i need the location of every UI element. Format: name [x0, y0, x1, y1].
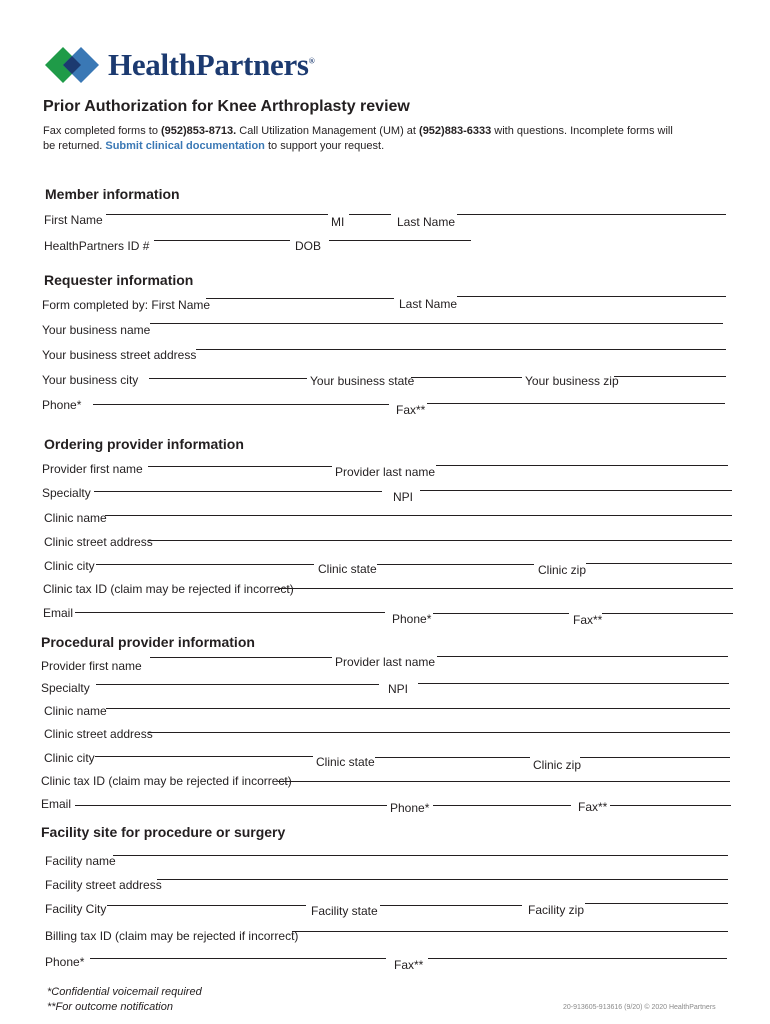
- member-id-field[interactable]: [154, 240, 290, 255]
- requester-phone-field[interactable]: [93, 404, 389, 419]
- procedural-city-label: Clinic city: [44, 751, 95, 765]
- page-title: Prior Authorization for Knee Arthroplasty review: [43, 98, 410, 115]
- business-zip-field[interactable]: [614, 376, 726, 391]
- ordering-email-field[interactable]: [75, 612, 385, 627]
- submit-clinical-documentation-link[interactable]: Submit clinical documentation: [105, 140, 265, 152]
- procedural-last-name-label: Provider last name: [335, 655, 436, 669]
- procedural-specialty-label: Specialty: [41, 681, 90, 695]
- healthpartners-logo-icon: [44, 45, 104, 85]
- facility-tax-id-label: Billing tax ID (claim may be rejected if incorrect): [45, 929, 299, 943]
- member-heading: Member information: [45, 186, 180, 202]
- facility-heading: Facility site for procedure or surgery: [41, 824, 286, 840]
- business-state-label: Your business state: [310, 374, 415, 388]
- member-last-name-field[interactable]: [457, 214, 726, 229]
- phone-number: (952)883-6333: [419, 125, 492, 137]
- member-id-label: HealthPartners ID #: [44, 239, 150, 253]
- ordering-npi-label: NPI: [393, 490, 414, 504]
- procedural-state-field[interactable]: [375, 757, 530, 772]
- ordering-city-label: Clinic city: [44, 559, 95, 573]
- procedural-last-name-field[interactable]: [437, 656, 728, 671]
- procedural-state-label: Clinic state: [316, 755, 375, 769]
- member-dob-field[interactable]: [329, 240, 471, 255]
- facility-zip-label: Facility zip: [528, 903, 585, 917]
- logo: [44, 45, 104, 85]
- procedural-street-field[interactable]: [148, 732, 730, 747]
- requester-fax-field[interactable]: [427, 403, 725, 418]
- facility-name-label: Facility name: [45, 854, 116, 868]
- business-city-label: Your business city: [42, 373, 139, 387]
- requester-phone-label: Phone*: [42, 398, 82, 412]
- facility-zip-field[interactable]: [585, 903, 728, 918]
- procedural-tax-id-label: Clinic tax ID (claim may be rejected if incorrect): [41, 774, 292, 788]
- requester-fax-label: Fax**: [396, 403, 426, 417]
- facility-street-label: Facility street address: [45, 878, 162, 892]
- business-city-field[interactable]: [149, 378, 307, 393]
- facility-street-field[interactable]: [157, 879, 728, 894]
- procedural-tax-id-field[interactable]: [278, 781, 730, 796]
- procedural-npi-label: NPI: [388, 682, 409, 696]
- facility-city-field[interactable]: [107, 905, 306, 920]
- requester-heading: Requester information: [44, 272, 194, 288]
- business-street-field[interactable]: [196, 349, 726, 364]
- facility-city-label: Facility City: [45, 902, 107, 916]
- procedural-phone-label: Phone*: [390, 801, 430, 815]
- procedural-zip-field[interactable]: [580, 757, 730, 772]
- procedural-first-name-label: Provider first name: [41, 659, 142, 673]
- ordering-clinic-name-field[interactable]: [105, 515, 732, 530]
- footnote-voicemail: *Confidential voicemail required: [47, 986, 202, 998]
- ordering-zip-field[interactable]: [586, 563, 732, 578]
- procedural-npi-field[interactable]: [418, 683, 729, 698]
- member-last-name-label: Last Name: [397, 215, 456, 229]
- ordering-fax-label: Fax**: [573, 613, 603, 627]
- requester-first-name-label: Form completed by: First Name: [42, 298, 211, 312]
- procedural-heading: Procedural provider information: [41, 634, 255, 650]
- business-street-label: Your business street address: [42, 348, 197, 362]
- procedural-email-label: Email: [41, 797, 72, 811]
- brand-name: HealthPartners®: [108, 47, 315, 82]
- ordering-zip-label: Clinic zip: [538, 563, 587, 577]
- facility-tax-id-field[interactable]: [292, 931, 728, 946]
- footnote-outcome: **For outcome notification: [47, 1001, 173, 1013]
- procedural-phone-field[interactable]: [433, 805, 571, 820]
- ordering-email-label: Email: [43, 606, 74, 620]
- procedural-clinic-name-field[interactable]: [106, 708, 730, 723]
- business-zip-label: Your business zip: [525, 374, 619, 388]
- member-first-name-label: First Name: [44, 213, 103, 227]
- member-first-name-field[interactable]: [106, 214, 328, 229]
- member-mi-label: MI: [331, 215, 345, 229]
- procedural-clinic-name-label: Clinic name: [44, 704, 107, 718]
- business-state-field[interactable]: [411, 377, 522, 392]
- ordering-state-field[interactable]: [377, 564, 534, 579]
- procedural-first-name-field[interactable]: [150, 657, 332, 672]
- procedural-email-field[interactable]: [75, 805, 387, 820]
- ordering-tax-id-field[interactable]: [278, 588, 733, 603]
- ordering-last-name-field[interactable]: [436, 465, 728, 480]
- ordering-last-name-label: Provider last name: [335, 465, 436, 479]
- facility-fax-label: Fax**: [394, 958, 424, 972]
- ordering-city-field[interactable]: [96, 564, 314, 579]
- requester-last-name-label: Last Name: [399, 297, 458, 311]
- procedural-fax-label: Fax**: [578, 800, 608, 814]
- member-mi-field[interactable]: [349, 214, 391, 229]
- business-name-field[interactable]: [150, 323, 723, 338]
- requester-last-name-field[interactable]: [457, 296, 726, 311]
- ordering-tax-id-label: Clinic tax ID (claim may be rejected if incorrect): [43, 582, 294, 596]
- facility-phone-field[interactable]: [90, 958, 386, 973]
- ordering-state-label: Clinic state: [318, 562, 377, 576]
- ordering-specialty-label: Specialty: [42, 486, 91, 500]
- ordering-specialty-field[interactable]: [94, 491, 382, 506]
- ordering-street-field[interactable]: [148, 540, 732, 555]
- facility-fax-field[interactable]: [428, 958, 727, 973]
- business-name-label: Your business name: [42, 323, 151, 337]
- facility-state-field[interactable]: [380, 905, 522, 920]
- ordering-phone-field[interactable]: [433, 613, 569, 628]
- fax-number: (952)853-8713.: [161, 125, 237, 137]
- ordering-fax-field[interactable]: [602, 613, 733, 628]
- form-code: 20-913605-913616 (9/20) © 2020 HealthPartners: [563, 1004, 716, 1011]
- ordering-npi-field[interactable]: [420, 490, 732, 505]
- requester-first-name-field[interactable]: [206, 298, 394, 313]
- facility-state-label: Facility state: [311, 904, 378, 918]
- ordering-heading: Ordering provider information: [44, 436, 244, 452]
- procedural-street-label: Clinic street address: [44, 727, 153, 741]
- ordering-first-name-label: Provider first name: [42, 462, 143, 476]
- procedural-zip-label: Clinic zip: [533, 758, 582, 772]
- procedural-city-field[interactable]: [95, 756, 313, 771]
- member-dob-label: DOB: [295, 239, 322, 253]
- ordering-street-label: Clinic street address: [44, 535, 153, 549]
- ordering-first-name-field[interactable]: [148, 466, 332, 481]
- intro-text: Fax completed forms to (952)853-8713. Call Utilization Management (UM) at (952)883-6333 with questions. Incomplete forms will be returned. Submit clinical documentation to support your request.: [43, 125, 673, 152]
- facility-phone-label: Phone*: [45, 955, 85, 969]
- procedural-fax-field[interactable]: [610, 805, 731, 820]
- procedural-specialty-field[interactable]: [96, 684, 379, 699]
- facility-name-field[interactable]: [113, 855, 728, 870]
- ordering-clinic-name-label: Clinic name: [44, 511, 107, 525]
- ordering-phone-label: Phone*: [392, 612, 432, 626]
